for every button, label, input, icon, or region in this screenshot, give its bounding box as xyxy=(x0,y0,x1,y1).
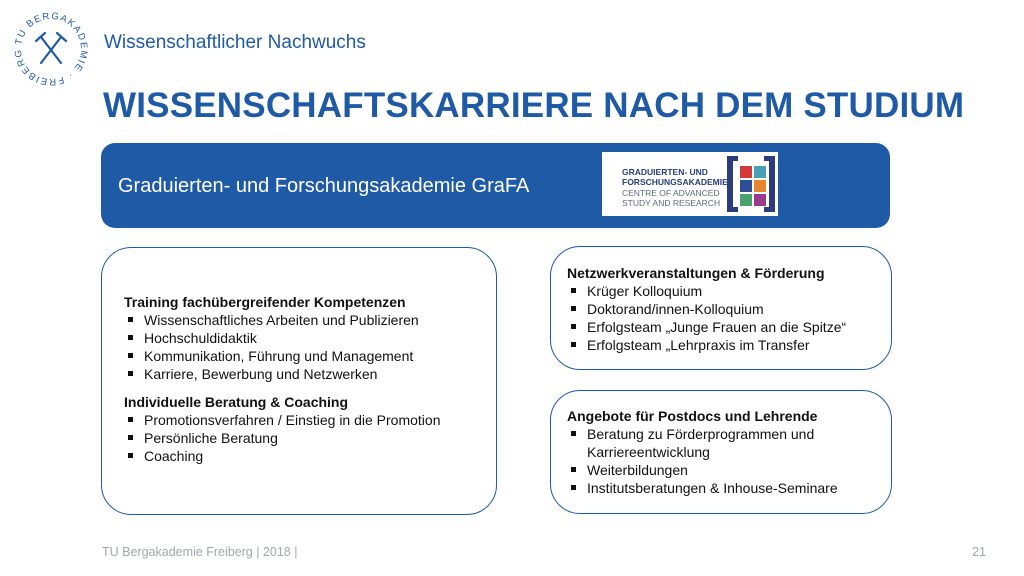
postdoc-section-title: Angebote für Postdocs und Lehrende xyxy=(567,408,818,424)
list-item: Erfolgsteam „Junge Frauen an die Spitze“ xyxy=(567,318,885,336)
bullet-icon xyxy=(571,288,576,293)
coaching-section-title: Individuelle Beratung & Coaching xyxy=(124,394,349,410)
list-item: Krüger Kolloquium xyxy=(567,282,885,300)
list-item: Doktorand/innen-Kolloquium xyxy=(567,300,885,318)
university-seal-logo xyxy=(10,8,92,90)
bullet-icon xyxy=(128,435,133,440)
list-item: Promotionsverfahren / Einstieg in die Promotion xyxy=(124,411,484,429)
footer-text: TU Bergakademie Freiberg | 2018 | xyxy=(102,545,298,559)
bullet-icon xyxy=(128,371,133,376)
banner-text: Graduierten- und Forschungsakademie GraFA xyxy=(118,175,530,197)
bullet-icon xyxy=(128,317,133,322)
list-item: Kommunikation, Führung und Management xyxy=(124,347,484,365)
section-subtitle: Wissenschaftlicher Nachwuchs xyxy=(104,32,366,53)
list-item: Wissenschaftliches Arbeiten und Publizieren xyxy=(124,311,484,329)
network-section-title: Netzwerkveranstaltungen & Förderung xyxy=(567,265,825,281)
list-item: Beratung zu Förderprogrammen und Karriereentwicklung xyxy=(567,425,885,461)
postdoc-offers-box xyxy=(550,390,892,514)
seal-ring-text: TU BERGAKADEMIE · FREIBERG xyxy=(12,10,90,88)
grafa-logo-line-2: FORSCHUNGSAKADEMIE xyxy=(622,177,728,188)
bullet-icon xyxy=(128,453,133,458)
grafa-logo-mark xyxy=(726,156,776,212)
bullet-icon xyxy=(128,335,133,340)
training-section-title: Training fachübergreifender Kompetenzen xyxy=(124,294,406,310)
list-item: Hochschuldidaktik xyxy=(124,329,484,347)
bullet-icon xyxy=(571,431,576,436)
list-item: Persönliche Beratung xyxy=(124,429,484,447)
grafa-logo-line-4: STUDY AND RESEARCH xyxy=(622,198,721,209)
bullet-icon xyxy=(571,342,576,347)
network-funding-box xyxy=(550,246,892,370)
bullet-icon xyxy=(571,324,576,329)
list-item: Weiterbildungen xyxy=(567,461,885,479)
grafa-logo-line-1: GRADUIERTEN- UND xyxy=(622,167,708,177)
coaching-list xyxy=(124,411,484,465)
bullet-icon xyxy=(571,467,576,472)
list-item: Karriere, Bewerbung und Netzwerken xyxy=(124,365,484,383)
training-coaching-box xyxy=(101,247,497,515)
bullet-icon xyxy=(128,353,133,358)
list-item: Institutsberatungen & Inhouse-Seminare xyxy=(567,479,885,497)
bullet-icon xyxy=(571,485,576,490)
list-item: Erfolgsteam „Lehrpraxis im Transfer xyxy=(567,336,885,354)
grafa-banner xyxy=(101,143,890,228)
list-item: Coaching xyxy=(124,447,484,465)
training-list xyxy=(124,311,484,383)
bullet-icon xyxy=(571,306,576,311)
bullet-icon xyxy=(128,417,133,422)
network-list xyxy=(567,282,885,354)
page-title: WISSENSCHAFTSKARRIERE NACH DEM STUDIUM xyxy=(103,86,965,125)
grafa-logo-line-3: CENTRE OF ADVANCED xyxy=(622,187,720,198)
grafa-logo xyxy=(602,152,778,216)
postdoc-list xyxy=(567,425,885,497)
page-number: 21 xyxy=(972,545,986,559)
